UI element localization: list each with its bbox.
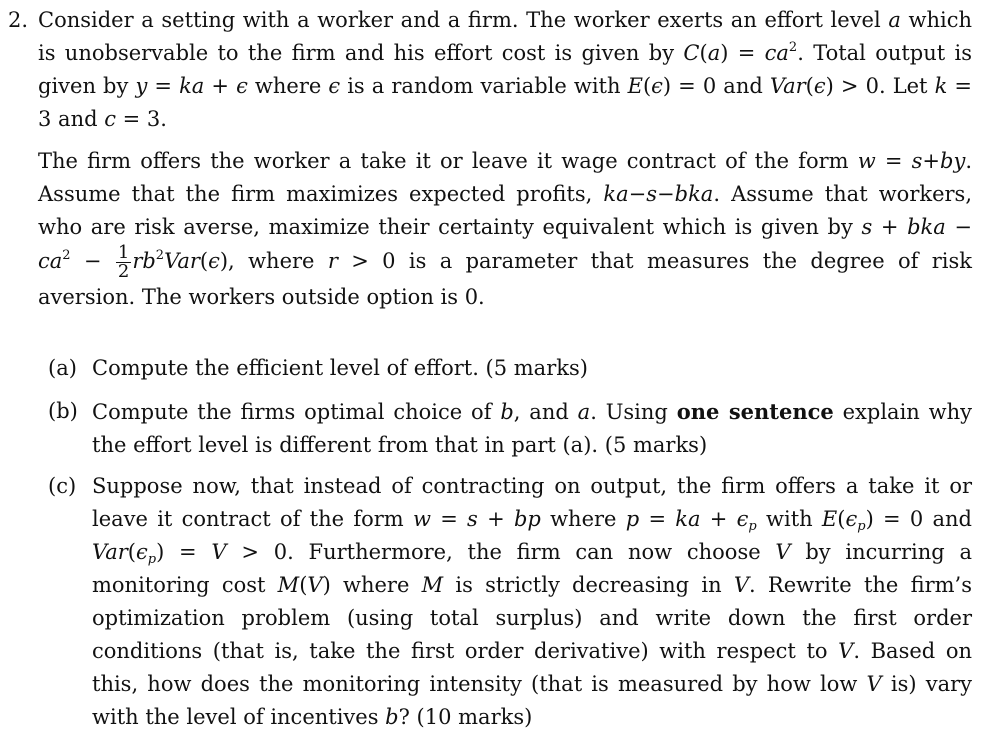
text: . [160, 107, 167, 131]
text: is a random variable with [340, 74, 628, 98]
text: where [540, 507, 626, 531]
text: where [330, 573, 422, 597]
math-wage-contract: w = s+by [857, 149, 966, 173]
text: . Assume that workers, who are risk averse, maximize their certainty equivalent which is given by [38, 182, 972, 239]
item-c-text [92, 470, 972, 734]
math-expectation-p: $E(\epsilon_p) = 0$ [821, 507, 924, 534]
contract-paragraph [38, 145, 972, 314]
text: and [51, 107, 105, 131]
text: . Assume that the firm maximizes expected profits, [38, 149, 973, 206]
text: which is unobservable to the firm and his effort cost is given by [38, 8, 972, 65]
text: by incurring a monitoring cost [92, 540, 972, 597]
text: . Total output is given by [38, 41, 973, 98]
text: is a parameter that measures the degree of risk aversion. The workers outside option is 0. [38, 249, 973, 309]
math-b: b [500, 400, 514, 424]
math-monitoring-cost: M(V) [277, 573, 331, 597]
text: where [247, 74, 329, 98]
text: and [716, 74, 770, 98]
math-M: M [421, 573, 444, 597]
text: . Furthermore, the firm can now choose [287, 540, 776, 564]
math-certainty-equivalent: s + bka − $ca^2$ − $\frac{1}{2}$ $rb^2Var(\epsilon)$ [38, 215, 972, 282]
math-cost-function: $C(a) = ca^2$ [683, 40, 798, 65]
text: . Let [878, 74, 935, 98]
text: explain why the effort level is different from that in part (a). (5 marks) [92, 400, 973, 457]
text: The firm offers the worker a take it or leave it wage contract of the form [38, 149, 858, 173]
text: and [923, 507, 972, 531]
math-effort: a [888, 8, 901, 32]
math-expected-profit: ka−s−bka [603, 182, 714, 206]
emphasis-one-sentence: one sentence [676, 399, 834, 424]
math-r-positive: r > 0 [327, 249, 396, 273]
math-epsilon: ϵ [328, 74, 341, 98]
text: . Rewrite the firm’s optimization problem (using total surplus) and write down the first order conditions (that is, take the first order derivative) with respect to [92, 573, 972, 663]
text: , where [228, 249, 328, 273]
math-expectation: E(ϵ) = 0 [627, 74, 717, 98]
math-k-value: k = 3 [38, 74, 972, 131]
text: . Using [590, 400, 677, 424]
math-V: V [733, 573, 749, 597]
math-b: b [385, 705, 399, 729]
math-V: V [866, 672, 882, 696]
item-b-text [92, 395, 972, 462]
text: is strictly decreasing in [443, 573, 734, 597]
text: , and [513, 400, 578, 424]
fraction-one-half: $\frac{1}{2}$ [117, 242, 130, 282]
math-V: V [775, 540, 791, 564]
text: ? (10 marks) [398, 705, 533, 729]
math-a: a [577, 400, 591, 424]
item-b-label: (b) [48, 399, 78, 423]
text: Compute the firms optimal choice of [92, 400, 501, 424]
math-variance-p: $Var(\epsilon_p) = V > 0$ [92, 540, 288, 567]
math-V: V [838, 639, 854, 663]
math-performance-measure: p = ka + $\epsilon_p$ [625, 507, 757, 534]
text: with [756, 507, 822, 531]
math-variance: Var(ϵ) > 0 [769, 74, 879, 98]
item-a-label: (a) [48, 356, 77, 380]
text: Suppose now, that instead of contracting on output, the firm offers a take it or leave it contract of the form [92, 474, 972, 531]
math-output: y = ka + ϵ [135, 74, 248, 98]
text: is) vary with the level of incentives [92, 672, 973, 729]
item-c-label: (c) [48, 474, 77, 498]
text: . Based on this, how does the monitoring intensity (that is measured by how low [92, 639, 972, 696]
math-output-contract: w = s + bp [412, 507, 541, 531]
item-a-text: Compute the efficient level of effort. (5 marks) [92, 356, 588, 380]
text: Consider a setting with a worker and a firm. The worker exerts an effort level [38, 8, 889, 32]
question-number: 2. [8, 8, 29, 32]
math-c-value: c = 3 [104, 107, 161, 131]
problem-setup-paragraph [38, 4, 972, 136]
